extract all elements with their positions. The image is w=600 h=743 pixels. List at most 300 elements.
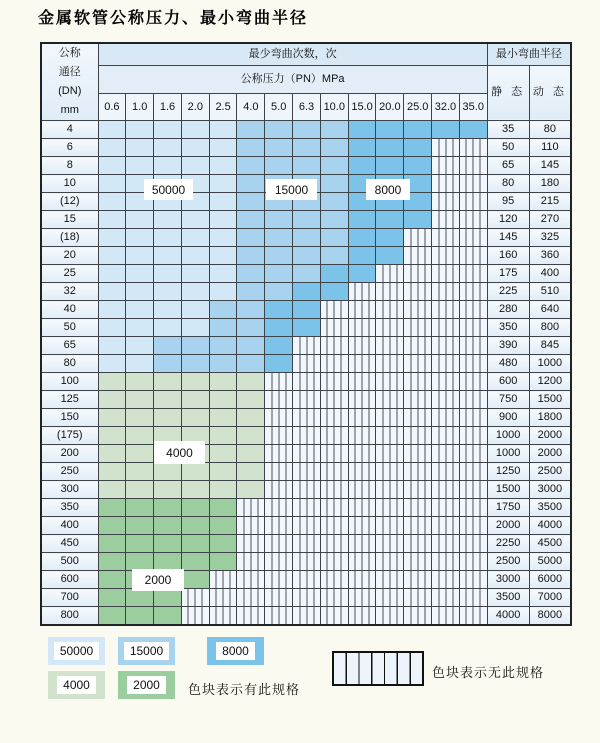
- no-spec-cell: [459, 211, 487, 229]
- spec-cell: [126, 265, 154, 283]
- no-spec-cell: [459, 265, 487, 283]
- no-spec-cell: [376, 553, 404, 571]
- no-spec-cell: [432, 535, 460, 553]
- spec-cell: [237, 211, 265, 229]
- no-spec-cell: [376, 409, 404, 427]
- spec-cell: [348, 247, 376, 265]
- no-spec-cell: [404, 355, 432, 373]
- spec-cell: [348, 139, 376, 157]
- spec-cell: [181, 337, 209, 355]
- no-spec-cell: [320, 373, 348, 391]
- spec-cell: [209, 121, 237, 139]
- spec-cell: [181, 373, 209, 391]
- no-spec-cell: [320, 463, 348, 481]
- dynamic-value-cell: 360: [529, 247, 571, 265]
- spec-cell: [181, 571, 209, 589]
- spec-cell: [209, 247, 237, 265]
- corner-header-dn: [41, 43, 98, 121]
- no-spec-cell: [348, 355, 376, 373]
- dn-cell: (12): [41, 193, 98, 211]
- no-spec-cell: [459, 463, 487, 481]
- spec-cell: [181, 553, 209, 571]
- static-value-cell: 120: [487, 211, 529, 229]
- static-value-cell: 600: [487, 373, 529, 391]
- spec-cell: [348, 121, 376, 139]
- no-spec-cell: [320, 427, 348, 445]
- no-spec-cell: [293, 355, 321, 373]
- spec-cell: [404, 121, 432, 139]
- no-spec-cell: [376, 481, 404, 499]
- static-value-cell: 65: [487, 157, 529, 175]
- static-value-cell: 1750: [487, 499, 529, 517]
- no-spec-cell: [432, 463, 460, 481]
- no-spec-cell: [376, 571, 404, 589]
- spec-cell: [126, 409, 154, 427]
- spec-cell: [181, 481, 209, 499]
- no-spec-cell: [265, 535, 293, 553]
- spec-cell: [154, 139, 182, 157]
- spec-cell: [181, 157, 209, 175]
- no-spec-cell: [348, 535, 376, 553]
- spec-cell: [237, 265, 265, 283]
- no-spec-cell: [432, 319, 460, 337]
- spec-cell: [265, 265, 293, 283]
- no-spec-cell: [376, 355, 404, 373]
- spec-cell: [348, 265, 376, 283]
- spec-cell: [98, 355, 126, 373]
- spec-cell: [237, 355, 265, 373]
- spec-cell: [265, 139, 293, 157]
- table-row: [41, 337, 571, 355]
- no-spec-cell: [237, 517, 265, 535]
- spec-cell: [98, 193, 126, 211]
- spec-cell: [293, 121, 321, 139]
- spec-cell: [265, 355, 293, 373]
- table-row: [41, 391, 571, 409]
- corner-line: (DN): [58, 85, 82, 97]
- table-row: [41, 571, 571, 589]
- no-spec-cell: [348, 427, 376, 445]
- dn-cell: 100: [41, 373, 98, 391]
- spec-cell: [209, 283, 237, 301]
- spec-cell: [98, 463, 126, 481]
- no-spec-cell: [432, 355, 460, 373]
- no-spec-cell: [293, 481, 321, 499]
- dn-cell: 250: [41, 463, 98, 481]
- no-spec-cell: [293, 427, 321, 445]
- no-spec-cell: [293, 373, 321, 391]
- spec-cell: [98, 445, 126, 463]
- spec-cell: [404, 157, 432, 175]
- cycle-count-label: 15000: [266, 179, 317, 200]
- spec-cell: [209, 391, 237, 409]
- no-spec-cell: [293, 391, 321, 409]
- cycle-count-label: 50000: [144, 179, 193, 200]
- dn-cell: (175): [41, 427, 98, 445]
- no-spec-cell: [432, 247, 460, 265]
- spec-cell: [320, 265, 348, 283]
- legend-swatch-value: 8000: [216, 642, 255, 660]
- no-spec-cell: [404, 427, 432, 445]
- dn-cell: 40: [41, 301, 98, 319]
- spec-cell: [126, 481, 154, 499]
- dn-cell: 300: [41, 481, 98, 499]
- spec-cell: [320, 139, 348, 157]
- no-spec-cell: [432, 211, 460, 229]
- no-spec-cell: [432, 481, 460, 499]
- no-spec-cell: [432, 499, 460, 517]
- spec-cell: [181, 517, 209, 535]
- spec-cell: [209, 337, 237, 355]
- no-spec-cell: [459, 337, 487, 355]
- spec-cell: [404, 211, 432, 229]
- spec-cell: [237, 409, 265, 427]
- no-spec-cell: [404, 589, 432, 607]
- dn-cell: 80: [41, 355, 98, 373]
- no-spec-cell: [376, 319, 404, 337]
- no-spec-cell: [320, 517, 348, 535]
- no-spec-cell: [209, 607, 237, 625]
- table-row: [41, 301, 571, 319]
- spec-cell: [320, 283, 348, 301]
- legend-swatch-50000: [48, 637, 105, 665]
- legend-swatch-value: 50000: [54, 642, 99, 660]
- dn-cell: 32: [41, 283, 98, 301]
- spec-cell: [237, 337, 265, 355]
- pressure-tick: 2.0: [181, 94, 209, 121]
- legend-swatch-value: 4000: [57, 676, 96, 694]
- no-spec-cell: [459, 373, 487, 391]
- spec-cell: [265, 247, 293, 265]
- spec-cell: [98, 121, 126, 139]
- spec-cell: [293, 139, 321, 157]
- no-spec-cell: [237, 499, 265, 517]
- dynamic-value-cell: 6000: [529, 571, 571, 589]
- spec-cell: [237, 427, 265, 445]
- no-spec-cell: [459, 571, 487, 589]
- dn-cell: 400: [41, 517, 98, 535]
- no-spec-cell: [404, 607, 432, 625]
- dynamic-value-cell: 510: [529, 283, 571, 301]
- no-spec-cell: [432, 517, 460, 535]
- dn-cell: 25: [41, 265, 98, 283]
- static-value-cell: 175: [487, 265, 529, 283]
- no-spec-cell: [404, 229, 432, 247]
- no-spec-cell: [320, 445, 348, 463]
- spec-cell: [98, 301, 126, 319]
- no-spec-cell: [459, 607, 487, 625]
- table-row: [41, 247, 571, 265]
- dn-cell: 700: [41, 589, 98, 607]
- no-spec-cell: [404, 535, 432, 553]
- dn-cell: 6: [41, 139, 98, 157]
- no-spec-cell: [432, 553, 460, 571]
- table-row: [41, 499, 571, 517]
- no-spec-cell: [293, 553, 321, 571]
- no-spec-cell: [293, 517, 321, 535]
- dynamic-value-cell: 4500: [529, 535, 571, 553]
- static-value-cell: 145: [487, 229, 529, 247]
- spec-cell: [98, 337, 126, 355]
- pressure-radius-table: [40, 42, 572, 626]
- static-value-cell: 80: [487, 175, 529, 193]
- no-spec-cell: [265, 427, 293, 445]
- spec-cell: [181, 211, 209, 229]
- no-spec-cell: [376, 427, 404, 445]
- dn-cell: 500: [41, 553, 98, 571]
- no-spec-cell: [404, 499, 432, 517]
- spec-cell: [237, 391, 265, 409]
- spec-cell: [126, 463, 154, 481]
- table-row: [41, 283, 571, 301]
- spec-cell: [126, 517, 154, 535]
- no-spec-cell: [320, 589, 348, 607]
- spec-cell: [98, 571, 126, 589]
- spec-cell: [209, 301, 237, 319]
- dynamic-value-cell: 5000: [529, 553, 571, 571]
- no-spec-cell: [265, 589, 293, 607]
- no-spec-cell: [459, 391, 487, 409]
- table-row: [41, 481, 571, 499]
- spec-cell: [320, 193, 348, 211]
- dynamic-value-cell: 270: [529, 211, 571, 229]
- table-row: [41, 517, 571, 535]
- no-spec-cell: [432, 391, 460, 409]
- no-spec-cell: [404, 337, 432, 355]
- no-spec-cell: [348, 481, 376, 499]
- spec-cell: [126, 355, 154, 373]
- no-spec-cell: [348, 283, 376, 301]
- no-spec-cell: [181, 607, 209, 625]
- table-row: [41, 265, 571, 283]
- no-spec-cell: [293, 337, 321, 355]
- no-spec-cell: [348, 607, 376, 625]
- spec-cell: [126, 301, 154, 319]
- no-spec-cell: [237, 535, 265, 553]
- no-spec-cell: [376, 445, 404, 463]
- spec-cell: [320, 229, 348, 247]
- no-spec-cell: [348, 409, 376, 427]
- legend-no-spec-text: 色块表示无此规格: [432, 665, 545, 680]
- table-row: [41, 535, 571, 553]
- dynamic-value-cell: 110: [529, 139, 571, 157]
- no-spec-cell: [459, 445, 487, 463]
- no-spec-cell: [459, 517, 487, 535]
- spec-cell: [126, 589, 154, 607]
- no-spec-cell: [404, 445, 432, 463]
- spec-cell: [265, 229, 293, 247]
- spec-cell: [320, 247, 348, 265]
- no-spec-cell: [348, 337, 376, 355]
- legend-has-spec-text: 色块表示有此规格: [188, 682, 301, 697]
- spec-cell: [126, 247, 154, 265]
- no-spec-cell: [209, 571, 237, 589]
- no-spec-cell: [459, 355, 487, 373]
- no-spec-cell: [459, 319, 487, 337]
- spec-cell: [154, 535, 182, 553]
- no-spec-cell: [320, 571, 348, 589]
- spec-cell: [154, 283, 182, 301]
- spec-cell: [209, 139, 237, 157]
- no-spec-cell: [432, 265, 460, 283]
- spec-cell: [98, 283, 126, 301]
- static-value-cell: 3500: [487, 589, 529, 607]
- dynamic-value-cell: 400: [529, 265, 571, 283]
- corner-line: mm: [60, 104, 79, 116]
- dynamic-value-cell: 1200: [529, 373, 571, 391]
- no-spec-cell: [320, 553, 348, 571]
- spec-cell: [154, 607, 182, 625]
- table-row: [41, 463, 571, 481]
- spec-cell: [126, 157, 154, 175]
- no-spec-cell: [320, 355, 348, 373]
- spec-cell: [237, 229, 265, 247]
- no-spec-cell: [376, 589, 404, 607]
- static-value-cell: 3000: [487, 571, 529, 589]
- spec-cell: [293, 319, 321, 337]
- spec-cell: [126, 283, 154, 301]
- no-spec-cell: [376, 301, 404, 319]
- dynamic-value-cell: 3500: [529, 499, 571, 517]
- spec-cell: [126, 499, 154, 517]
- spec-cell: [293, 229, 321, 247]
- spec-cell: [209, 445, 237, 463]
- no-spec-cell: [459, 283, 487, 301]
- static-value-cell: 50: [487, 139, 529, 157]
- no-spec-cell: [404, 517, 432, 535]
- spec-cell: [237, 193, 265, 211]
- no-spec-cell: [293, 463, 321, 481]
- pressure-tick: 2.5: [209, 94, 237, 121]
- table-row: [41, 427, 571, 445]
- no-spec-cell: [237, 607, 265, 625]
- table-row: [41, 139, 571, 157]
- spec-cell: [126, 337, 154, 355]
- no-spec-cell: [432, 283, 460, 301]
- no-spec-cell: [265, 463, 293, 481]
- no-spec-cell: [376, 373, 404, 391]
- legend-swatch-4000: [48, 671, 105, 699]
- spec-cell: [98, 229, 126, 247]
- no-spec-cell: [293, 409, 321, 427]
- spec-cell: [376, 139, 404, 157]
- no-spec-cell: [432, 409, 460, 427]
- no-spec-cell: [320, 535, 348, 553]
- spec-cell: [237, 373, 265, 391]
- no-spec-cell: [459, 481, 487, 499]
- spec-cell: [181, 409, 209, 427]
- spec-cell: [98, 319, 126, 337]
- pressure-tick: 1.0: [126, 94, 154, 121]
- spec-cell: [126, 553, 154, 571]
- spec-cell: [154, 589, 182, 607]
- spec-cell: [126, 607, 154, 625]
- min-bend-radius-header: 最小弯曲半径: [487, 43, 571, 65]
- pressure-tick: 32.0: [432, 94, 460, 121]
- no-spec-cell: [376, 607, 404, 625]
- no-spec-cell: [432, 589, 460, 607]
- no-spec-cell: [237, 571, 265, 589]
- dynamic-value-cell: 4000: [529, 517, 571, 535]
- spec-cell: [376, 121, 404, 139]
- dn-cell: 600: [41, 571, 98, 589]
- no-spec-cell: [348, 391, 376, 409]
- static-value-cell: 1000: [487, 427, 529, 445]
- pressure-tick: 0.6: [98, 94, 126, 121]
- spec-cell: [126, 445, 154, 463]
- spec-cell: [181, 535, 209, 553]
- spec-cell: [154, 157, 182, 175]
- static-value-cell: 225: [487, 283, 529, 301]
- dynamic-value-cell: 8000: [529, 607, 571, 625]
- spec-cell: [265, 157, 293, 175]
- spec-cell: [265, 283, 293, 301]
- spec-cell: [237, 121, 265, 139]
- dynamic-value-cell: 3000: [529, 481, 571, 499]
- dynamic-value-cell: 215: [529, 193, 571, 211]
- no-spec-cell: [237, 589, 265, 607]
- spec-cell: [209, 517, 237, 535]
- spec-cell: [154, 319, 182, 337]
- no-spec-cell: [404, 391, 432, 409]
- dynamic-value-cell: 7000: [529, 589, 571, 607]
- page-title: 金属软管公称压力、最小弯曲半径: [38, 8, 309, 27]
- pressure-tick: 4.0: [237, 94, 265, 121]
- spec-cell: [98, 589, 126, 607]
- spec-cell: [154, 337, 182, 355]
- no-spec-cell: [376, 463, 404, 481]
- no-spec-cell: [432, 139, 460, 157]
- spec-cell: [209, 193, 237, 211]
- table-row: [41, 319, 571, 337]
- no-spec-cell: [348, 499, 376, 517]
- pressure-tick: 35.0: [459, 94, 487, 121]
- spec-cell: [154, 517, 182, 535]
- spec-cell: [154, 301, 182, 319]
- static-value-cell: 2250: [487, 535, 529, 553]
- spec-cell: [154, 373, 182, 391]
- static-value-cell: 480: [487, 355, 529, 373]
- static-value-cell: 350: [487, 319, 529, 337]
- no-spec-cell: [432, 229, 460, 247]
- no-spec-cell: [432, 337, 460, 355]
- spec-cell: [154, 211, 182, 229]
- pressure-tick: 25.0: [404, 94, 432, 121]
- no-spec-cell: [459, 247, 487, 265]
- spec-cell: [209, 229, 237, 247]
- no-spec-cell: [181, 589, 209, 607]
- no-spec-cell: [459, 301, 487, 319]
- spec-cell: [154, 229, 182, 247]
- no-spec-cell: [432, 607, 460, 625]
- spec-cell: [181, 301, 209, 319]
- dynamic-value-cell: 1800: [529, 409, 571, 427]
- no-spec-cell: [348, 589, 376, 607]
- cycle-count-label: 2000: [132, 569, 184, 591]
- no-spec-cell: [376, 283, 404, 301]
- spec-cell: [154, 499, 182, 517]
- dynamic-value-cell: 80: [529, 121, 571, 139]
- legend-swatch-2000: [118, 671, 175, 699]
- spec-cell: [237, 445, 265, 463]
- spec-cell: [209, 553, 237, 571]
- spec-cell: [126, 427, 154, 445]
- static-value-cell: 750: [487, 391, 529, 409]
- no-spec-cell: [432, 571, 460, 589]
- spec-cell: [98, 211, 126, 229]
- no-spec-cell: [293, 535, 321, 553]
- spec-cell: [126, 373, 154, 391]
